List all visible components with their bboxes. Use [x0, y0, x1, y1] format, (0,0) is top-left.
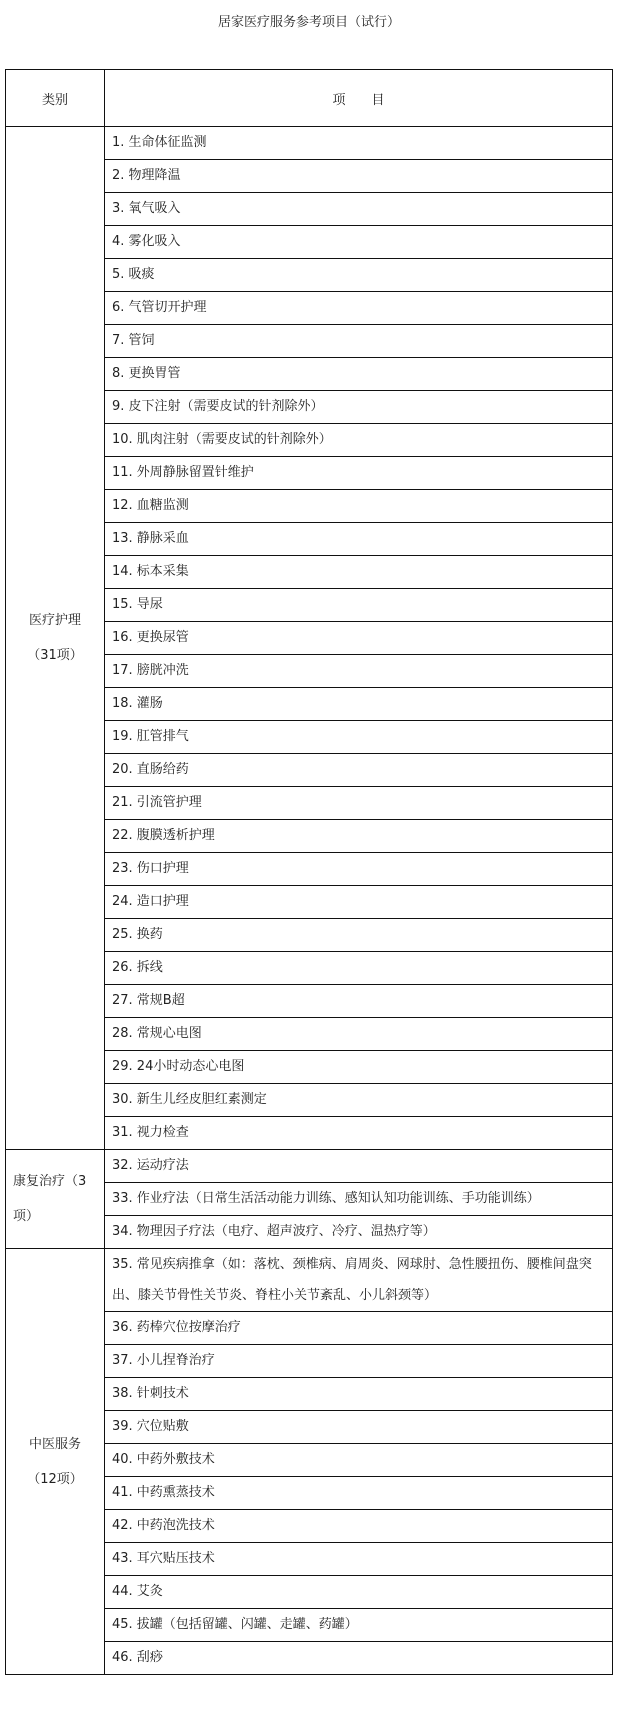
service-item: 44. 艾灸	[105, 1576, 613, 1609]
table-row	[6, 1249, 613, 1312]
service-item: 21. 引流管护理	[105, 787, 613, 820]
category-cell	[6, 1150, 105, 1249]
service-item: 7. 管饲	[105, 325, 613, 358]
service-item: 33. 作业疗法（日常生活活动能力训练、感知认知功能训练、手功能训练）	[105, 1183, 613, 1216]
service-item: 1. 生命体征监测	[105, 127, 613, 160]
service-item: 11. 外周静脉留置针维护	[105, 457, 613, 490]
service-item: 45. 拔罐（包括留罐、闪罐、走罐、药罐）	[105, 1609, 613, 1642]
service-item: 12. 血糖监测	[105, 490, 613, 523]
service-item: 29. 24小时动态心电图	[105, 1051, 613, 1084]
category-count: （31项）	[27, 648, 83, 663]
service-item: 25. 换药	[105, 919, 613, 952]
service-items-table	[5, 69, 613, 1675]
header-category: 类别	[6, 70, 105, 127]
category-cell	[6, 1249, 105, 1675]
service-item: 22. 腹膜透析护理	[105, 820, 613, 853]
service-item: 3. 氧气吸入	[105, 193, 613, 226]
service-item: 13. 静脉采血	[105, 523, 613, 556]
category-name: 医疗护理	[28, 613, 81, 628]
service-item: 8. 更换胃管	[105, 358, 613, 391]
service-item: 41. 中药熏蒸技术	[105, 1477, 613, 1510]
service-item: 35. 常见疾病推拿（如：落枕、颈椎病、肩周炎、网球肘、急性腰扭伤、腰椎间盘突出、膝关节骨性关节炎、脊柱小关节紊乱、小儿斜颈等）	[105, 1249, 613, 1312]
service-item: 36. 药棒穴位按摩治疗	[105, 1312, 613, 1345]
service-item: 18. 灌肠	[105, 688, 613, 721]
table-body	[6, 127, 613, 1675]
document-title: 居家医疗服务参考项目（试行）	[217, 15, 400, 30]
service-item: 43. 耳穴贴压技术	[105, 1543, 613, 1576]
category-name: 康复治疗（3项）	[13, 1174, 87, 1224]
service-item: 40. 中药外敷技术	[105, 1444, 613, 1477]
service-item: 5. 吸痰	[105, 259, 613, 292]
service-item: 20. 直肠给药	[105, 754, 613, 787]
table-row	[6, 127, 613, 160]
service-item: 38. 针刺技术	[105, 1378, 613, 1411]
service-item: 10. 肌肉注射（需要皮试的针剂除外）	[105, 424, 613, 457]
category-cell	[6, 127, 105, 1150]
service-item: 19. 肛管排气	[105, 721, 613, 754]
service-item: 34. 物理因子疗法（电疗、超声波疗、冷疗、温热疗等）	[105, 1216, 613, 1249]
service-item: 14. 标本采集	[105, 556, 613, 589]
service-item: 42. 中药泡洗技术	[105, 1510, 613, 1543]
category-count: （12项）	[27, 1471, 83, 1487]
service-item: 46. 刮痧	[105, 1642, 613, 1675]
header-items: 项 目	[105, 70, 613, 127]
service-item: 31. 视力检查	[105, 1117, 613, 1150]
service-item: 23. 伤口护理	[105, 853, 613, 886]
service-item: 27. 常规B超	[105, 985, 613, 1018]
service-item: 37. 小儿捏脊治疗	[105, 1345, 613, 1378]
service-item: 2. 物理降温	[105, 160, 613, 193]
service-item: 17. 膀胱冲洗	[105, 655, 613, 688]
service-item: 39. 穴位贴敷	[105, 1411, 613, 1444]
service-item: 30. 新生儿经皮胆红素测定	[105, 1084, 613, 1117]
service-item: 4. 雾化吸入	[105, 226, 613, 259]
service-item: 28. 常规心电图	[105, 1018, 613, 1051]
service-item: 32. 运动疗法	[105, 1150, 613, 1183]
service-item: 16. 更换尿管	[105, 622, 613, 655]
service-item: 6. 气管切开护理	[105, 292, 613, 325]
service-item: 26. 拆线	[105, 952, 613, 985]
table-row	[6, 1150, 613, 1183]
service-item: 9. 皮下注射（需要皮试的针剂除外）	[105, 391, 613, 424]
service-item: 24. 造口护理	[105, 886, 613, 919]
category-name: 中医服务	[28, 1436, 81, 1452]
service-item: 15. 导尿	[105, 589, 613, 622]
table-header-row	[6, 70, 613, 127]
